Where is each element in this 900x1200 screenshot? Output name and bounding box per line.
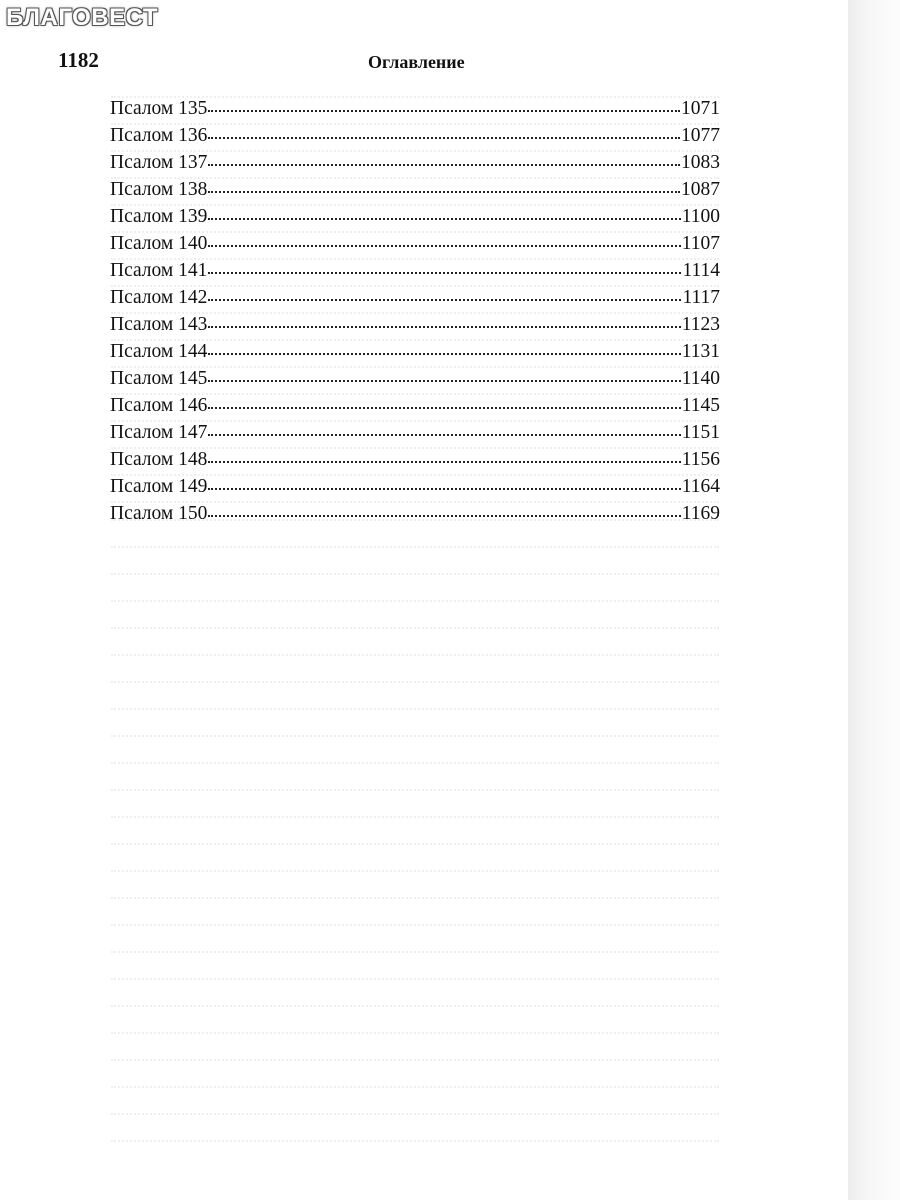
show-through-dot-leader: [111, 626, 719, 629]
toc-entry: [110, 284, 720, 311]
show-through-row: [110, 790, 720, 817]
show-through-row: [110, 952, 720, 979]
toc-entry-page: 1107: [681, 233, 720, 254]
show-through-row: [110, 655, 720, 682]
show-through-row: [110, 601, 720, 628]
show-through-row: [110, 1114, 720, 1141]
show-through-dot-leader: [111, 869, 719, 872]
show-through-row: [110, 844, 720, 871]
show-through-dot-leader: [111, 1058, 719, 1061]
toc-entry: [110, 122, 720, 149]
dot-leader: [208, 460, 680, 463]
dot-leader: [208, 379, 680, 382]
dot-leader: [208, 514, 680, 517]
dot-leader: [208, 136, 680, 139]
show-through-dot-leader: [111, 680, 719, 683]
show-through-row: [110, 1087, 720, 1114]
toc-entry-page: 1169: [681, 503, 720, 524]
toc-entry: [110, 500, 720, 527]
show-through-dot-leader: [111, 896, 719, 899]
toc-entry: [110, 419, 720, 446]
toc-entry-label: Псалом 150: [110, 503, 208, 524]
reverse-side-show-through-lower: [110, 520, 720, 1168]
toc-entry-page: 1077: [681, 125, 720, 146]
dot-leader: [208, 271, 681, 274]
toc-entry-label: Псалом 144: [110, 341, 208, 362]
toc-entry: [110, 446, 720, 473]
toc-entry-page: 1131: [681, 341, 720, 362]
toc-entry-label: Псалом 148: [110, 449, 208, 470]
toc-entry-label: Псалом 143: [110, 314, 208, 335]
dot-leader: [208, 244, 680, 247]
show-through-dot-leader: [111, 707, 719, 710]
show-through-row: [110, 709, 720, 736]
show-through-dot-leader: [111, 842, 719, 845]
toc-entry-label: Псалом 138: [110, 179, 208, 200]
page-number: 1182: [58, 48, 99, 72]
show-through-row: [110, 979, 720, 1006]
show-through-row: [110, 898, 720, 925]
dot-leader: [208, 406, 680, 409]
show-through-dot-leader: [111, 761, 719, 764]
toc-entry: [110, 203, 720, 230]
toc-entry-page: 1114: [682, 260, 720, 281]
show-through-dot-leader: [111, 599, 719, 602]
toc-entry-label: Псалом 139: [110, 206, 208, 227]
toc-entry: [110, 230, 720, 257]
toc-entry: [110, 95, 720, 122]
toc-entry-label: Псалом 149: [110, 476, 208, 497]
toc-entry: [110, 338, 720, 365]
toc-entry: [110, 473, 720, 500]
toc-entry-page: 1151: [681, 422, 720, 443]
toc-entry-label: Псалом 135: [110, 98, 208, 119]
toc-entry-page: 1071: [681, 98, 720, 119]
toc-entry-page: 1140: [681, 368, 720, 389]
toc-entry-label: Псалом 140: [110, 233, 208, 254]
show-through-row: [110, 1033, 720, 1060]
toc-entry-label: Псалом 146: [110, 395, 208, 416]
toc-entry-page: 1123: [681, 314, 720, 335]
toc-entry: [110, 176, 720, 203]
dot-leader: [208, 217, 680, 220]
toc-entry-label: Псалом 136: [110, 125, 208, 146]
show-through-dot-leader: [111, 923, 719, 926]
show-through-row: [110, 925, 720, 952]
show-through-dot-leader: [111, 572, 719, 575]
show-through-dot-leader: [111, 734, 719, 737]
toc-entry-page: 1145: [681, 395, 720, 416]
dot-leader: [208, 298, 681, 301]
toc-entry: [110, 311, 720, 338]
table-of-contents: [110, 95, 720, 527]
toc-entry-page: 1156: [681, 449, 720, 470]
show-through-row: [110, 817, 720, 844]
show-through-dot-leader: [111, 815, 719, 818]
show-through-row: [110, 763, 720, 790]
toc-entry-label: Псалом 147: [110, 422, 208, 443]
dot-leader: [208, 352, 680, 355]
show-through-dot-leader: [111, 1085, 719, 1088]
show-through-row: [110, 736, 720, 763]
dot-leader: [208, 433, 680, 436]
show-through-dot-leader: [111, 788, 719, 791]
show-through-dot-leader: [111, 653, 719, 656]
show-through-dot-leader: [111, 545, 719, 548]
page-title: Оглавление: [368, 52, 465, 72]
show-through-row: [110, 574, 720, 601]
show-through-row: [110, 682, 720, 709]
toc-entry-label: Псалом 145: [110, 368, 208, 389]
show-through-dot-leader: [111, 1139, 719, 1142]
show-through-dot-leader: [111, 1112, 719, 1115]
toc-entry-label: Псалом 137: [110, 152, 208, 173]
dot-leader: [208, 190, 680, 193]
toc-entry-page: 1164: [681, 476, 720, 497]
show-through-row: [110, 628, 720, 655]
show-through-dot-leader: [111, 1031, 719, 1034]
show-through-row: [110, 1141, 720, 1168]
show-through-row: [110, 547, 720, 574]
toc-entry-page: 1083: [681, 152, 720, 173]
dot-leader: [208, 325, 680, 328]
show-through-row: [110, 1060, 720, 1087]
dot-leader: [208, 487, 680, 490]
toc-entry-page: 1117: [682, 287, 720, 308]
toc-entry-label: Псалом 142: [110, 287, 208, 308]
watermark-logo: БЛАГОВЕСТ: [6, 4, 159, 31]
show-through-dot-leader: [111, 977, 719, 980]
toc-entry: [110, 149, 720, 176]
show-through-row: [110, 871, 720, 898]
toc-entry: [110, 392, 720, 419]
show-through-dot-leader: [111, 1004, 719, 1007]
toc-entry: [110, 257, 720, 284]
toc-entry-page: 1100: [681, 206, 720, 227]
toc-entry: [110, 365, 720, 392]
toc-entry-label: Псалом 141: [110, 260, 208, 281]
dot-leader: [208, 109, 680, 112]
page-edge: [848, 0, 900, 1200]
toc-entry-page: 1087: [681, 179, 720, 200]
dot-leader: [208, 163, 680, 166]
show-through-row: [110, 1006, 720, 1033]
show-through-dot-leader: [111, 950, 719, 953]
